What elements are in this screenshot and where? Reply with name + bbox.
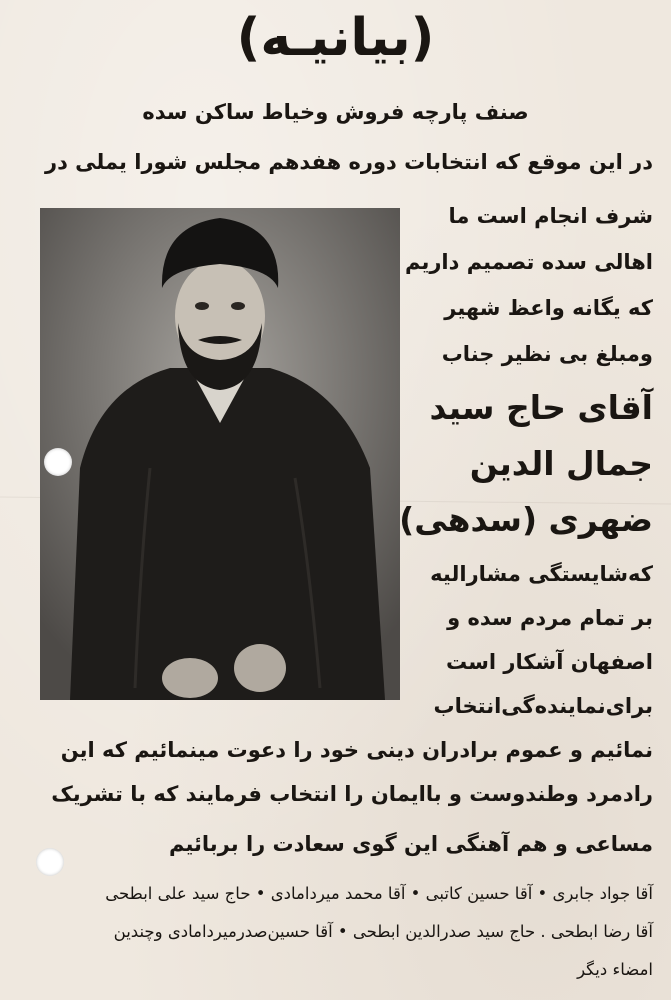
document-title: (بیانیـه): [236, 8, 435, 68]
candidate-surname: ضهری (سدهی): [399, 500, 653, 539]
text-line-15: مساعی و هم آهنگی این گوی سعادت را بربائیم: [168, 832, 653, 856]
signatories-line-3: امضاء دیگر: [577, 960, 653, 979]
signatories-line-2: آقا رضا ابطحی . حاج سید صدرالدین ابطحی • آقا حسین‌صدرمیرداماد‌ی وچندین: [113, 922, 653, 941]
text-line-6: آقای حاج سید: [429, 388, 653, 427]
text-line-14: رادمرد وطندوست و باایمان را انتخاب فرمایند که با تشریک: [51, 782, 653, 806]
portrait-photo: [40, 208, 400, 700]
portrait-illustration: [40, 208, 400, 700]
text-line-3: اهالی سده تصمیم داریم: [404, 250, 653, 274]
text-line-10: بر تمام مردم سده و: [447, 606, 653, 630]
signatories-line-1: آقا جواد جابری • آقا حسین کاتبی • آقا محمد میردامادی • حاج سید علی ابطحی: [105, 884, 653, 903]
text-line-13: نمائیم و عموم برادران دینی خود را دعوت مینمائیم که این: [60, 738, 653, 762]
text-line-4: که یگانه واعظ شهیر: [444, 296, 653, 320]
candidate-name: جمال الدین: [469, 444, 653, 483]
text-line-5: ومبلغ بی نظیر جناب: [441, 342, 653, 366]
punch-hole-upper: [44, 448, 72, 476]
punch-hole-lower: [36, 848, 64, 876]
text-line-12: برای‌نماینده‌گی‌انتخاب: [433, 694, 653, 718]
text-line-9: که‌شایستگی مشارالیه: [430, 562, 653, 586]
text-line-11: اصفهان آشکار است: [445, 650, 653, 674]
text-line-2: شرف انجام است ما: [448, 204, 653, 228]
text-line-1: در این موقع که انتخابات دوره هفدهم مجلس شورا یملی در: [44, 150, 653, 174]
document-subtitle: صنف پارچه فروش وخیاط ساکن سده: [142, 100, 529, 124]
